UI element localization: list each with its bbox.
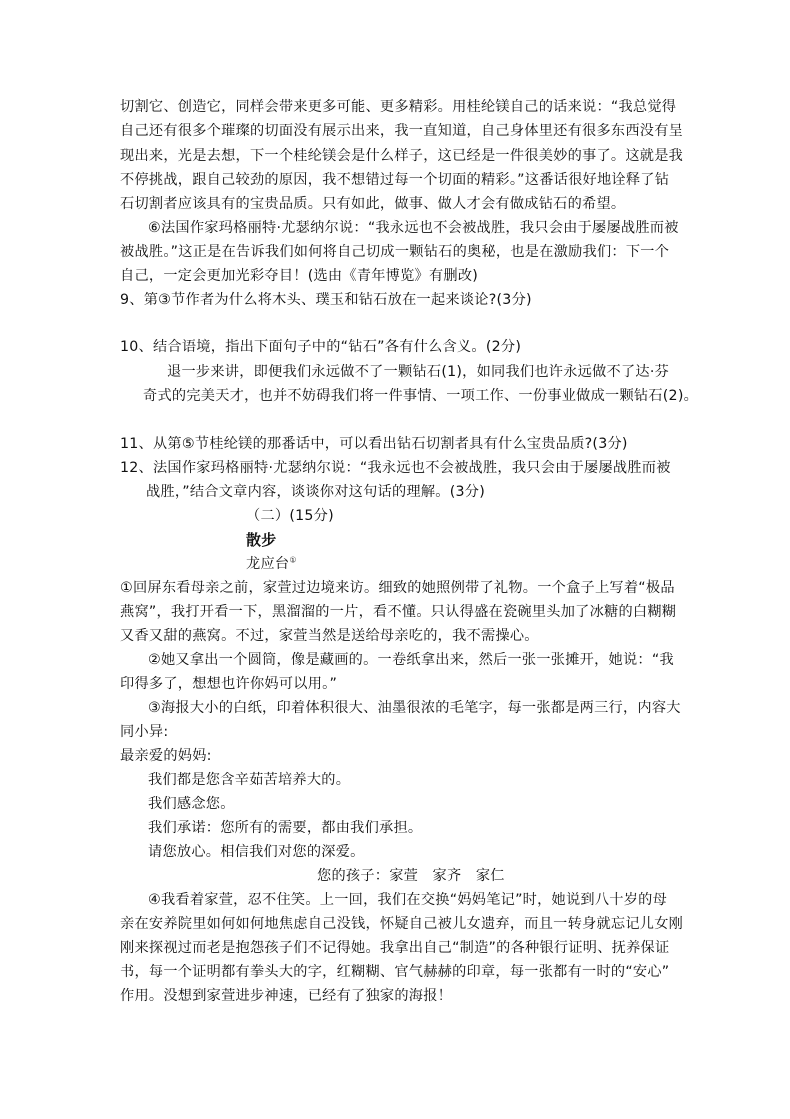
footnote-marker: ①: [289, 555, 297, 565]
text-line: 印得多了，想想也许你妈可以用。”: [120, 676, 338, 692]
author-name: 龙应台: [246, 556, 290, 572]
text-line: 不停挑战，跟自己较劲的原因，我不想错过每一个切面的精彩。”这番话很好地诠释了钻: [120, 172, 670, 188]
text-line: ③海报大小的白纸，印着体积很大、油墨很浓的毛笔字，每一张都是两三行，内容大: [148, 700, 681, 716]
text-line: ①回屏东看母亲之前，家萱过边境来访。细致的她照例带了礼物。一个盒子上写着“极品: [120, 580, 675, 596]
text-line: 亲在安养院里如何如何地焦虑自己没钱，怀疑自己被儿女遗弃，而且一转身就忘记儿女刚: [120, 916, 684, 932]
text-line: 书，每一个证明都有拳头大的字，红糊糊、官气赫赫的印章，每一张都有一时的“安心”: [120, 964, 670, 980]
question-10: 10、结合语境，指出下面句子中的“钻石”各有什么含义。(2分): [120, 339, 522, 355]
text-line: 自己，一定会更加光彩夺目！(选由《青年博览》有删改): [120, 268, 479, 284]
poster-line: 我们都是您含辛茹苦培养大的。: [148, 772, 351, 788]
question-12: 战胜，”结合文章内容，谈谈你对这句话的理解。(3分): [146, 484, 485, 500]
text-line: 切割它、创造它，同样会带来更多可能、更多精彩。用桂纶镁自己的话来说：“我总觉得: [120, 99, 677, 115]
text-line: ④我看着家萱，忍不住笑。上一回，我们在交换“妈妈笔记”时，她说到八十岁的母: [148, 892, 668, 908]
text-line: ②她又拿出一个圆筒，像是藏画的。一卷纸拿出来，然后一张一张摊开，她说：“我: [148, 652, 674, 668]
text-line: 刚来探视过而老是抱怨孩子们不记得她。我拿出自己“制造”的各种银行证明、抚养保证: [120, 940, 670, 956]
poster-line: 我们承诺：您所有的需要，都由我们承担。: [148, 820, 423, 836]
question-12: 12、法国作家玛格丽特·尤瑟纳尔说：“我永远也不会被战胜，我只会由于屡屡战胜而被: [120, 460, 671, 476]
text-line: 同小异:: [120, 724, 169, 740]
author: [246, 554, 297, 574]
text-line: 石切割者应该具有的宝贵品质。只有如此，做事、做人才会有做成钻石的希望。: [120, 196, 626, 212]
section-header: （二）(15分): [246, 508, 334, 524]
question-10-quote: 奇式的完美天才，也并不妨碍我们将一件事情、一项工作、一份事业做成一颗钻石(2)。: [143, 388, 699, 404]
article-title: 散步: [246, 531, 277, 549]
text-line: 燕窝”，我打开看一下，黑溜溜的一片，看不懂。只认得盛在瓷碗里头加了冰糖的白糊糊: [120, 604, 677, 620]
poster-salutation: 最亲爱的妈妈:: [120, 748, 212, 764]
text-line: ⑥法国作家玛格丽特·尤瑟纳尔说：“我永远也不会被战胜，我只会由于屡屡战胜而被: [148, 220, 679, 236]
poster-line: 请您放心。相信我们对您的深爱。: [148, 844, 365, 860]
text-line: 又香又甜的燕窝。不过，家萱当然是送给母亲吃的，我不需操心。: [120, 628, 539, 644]
question-10-quote: 退一步来讲，即便我们永远做不了一颗钻石(1)，如同我们也许永远做不了达·芬: [167, 364, 670, 380]
text-line: 自己还有很多个璀璨的切面没有展示出来，我一直知道，自己身体里还有很多东西没有呈: [120, 123, 684, 139]
poster-line: 我们感念您。: [148, 796, 235, 812]
text-line: 被战胜。”这正是在告诉我们如何将自己切成一颗钻石的奥秘，也是在激励我们：下一个: [120, 244, 670, 260]
text-line: 作用。没想到家萱进步神速，已经有了独家的海报！: [120, 988, 453, 1004]
poster-signature: 您的孩子：家萱 家齐 家仁: [317, 868, 505, 884]
question-9: 9、第③节作者为什么将木头、璞玉和钻石放在一起来谈论?(3分): [120, 292, 532, 308]
text-line: 现出来，光是去想，下一个桂纶镁会是什么样子，这已经是一件很美妙的事了。这就是我: [120, 148, 684, 164]
question-11: 11、从第⑤节桂纶镁的那番话中，可以看出钻石切割者具有什么宝贵品质?(3分): [120, 436, 628, 452]
